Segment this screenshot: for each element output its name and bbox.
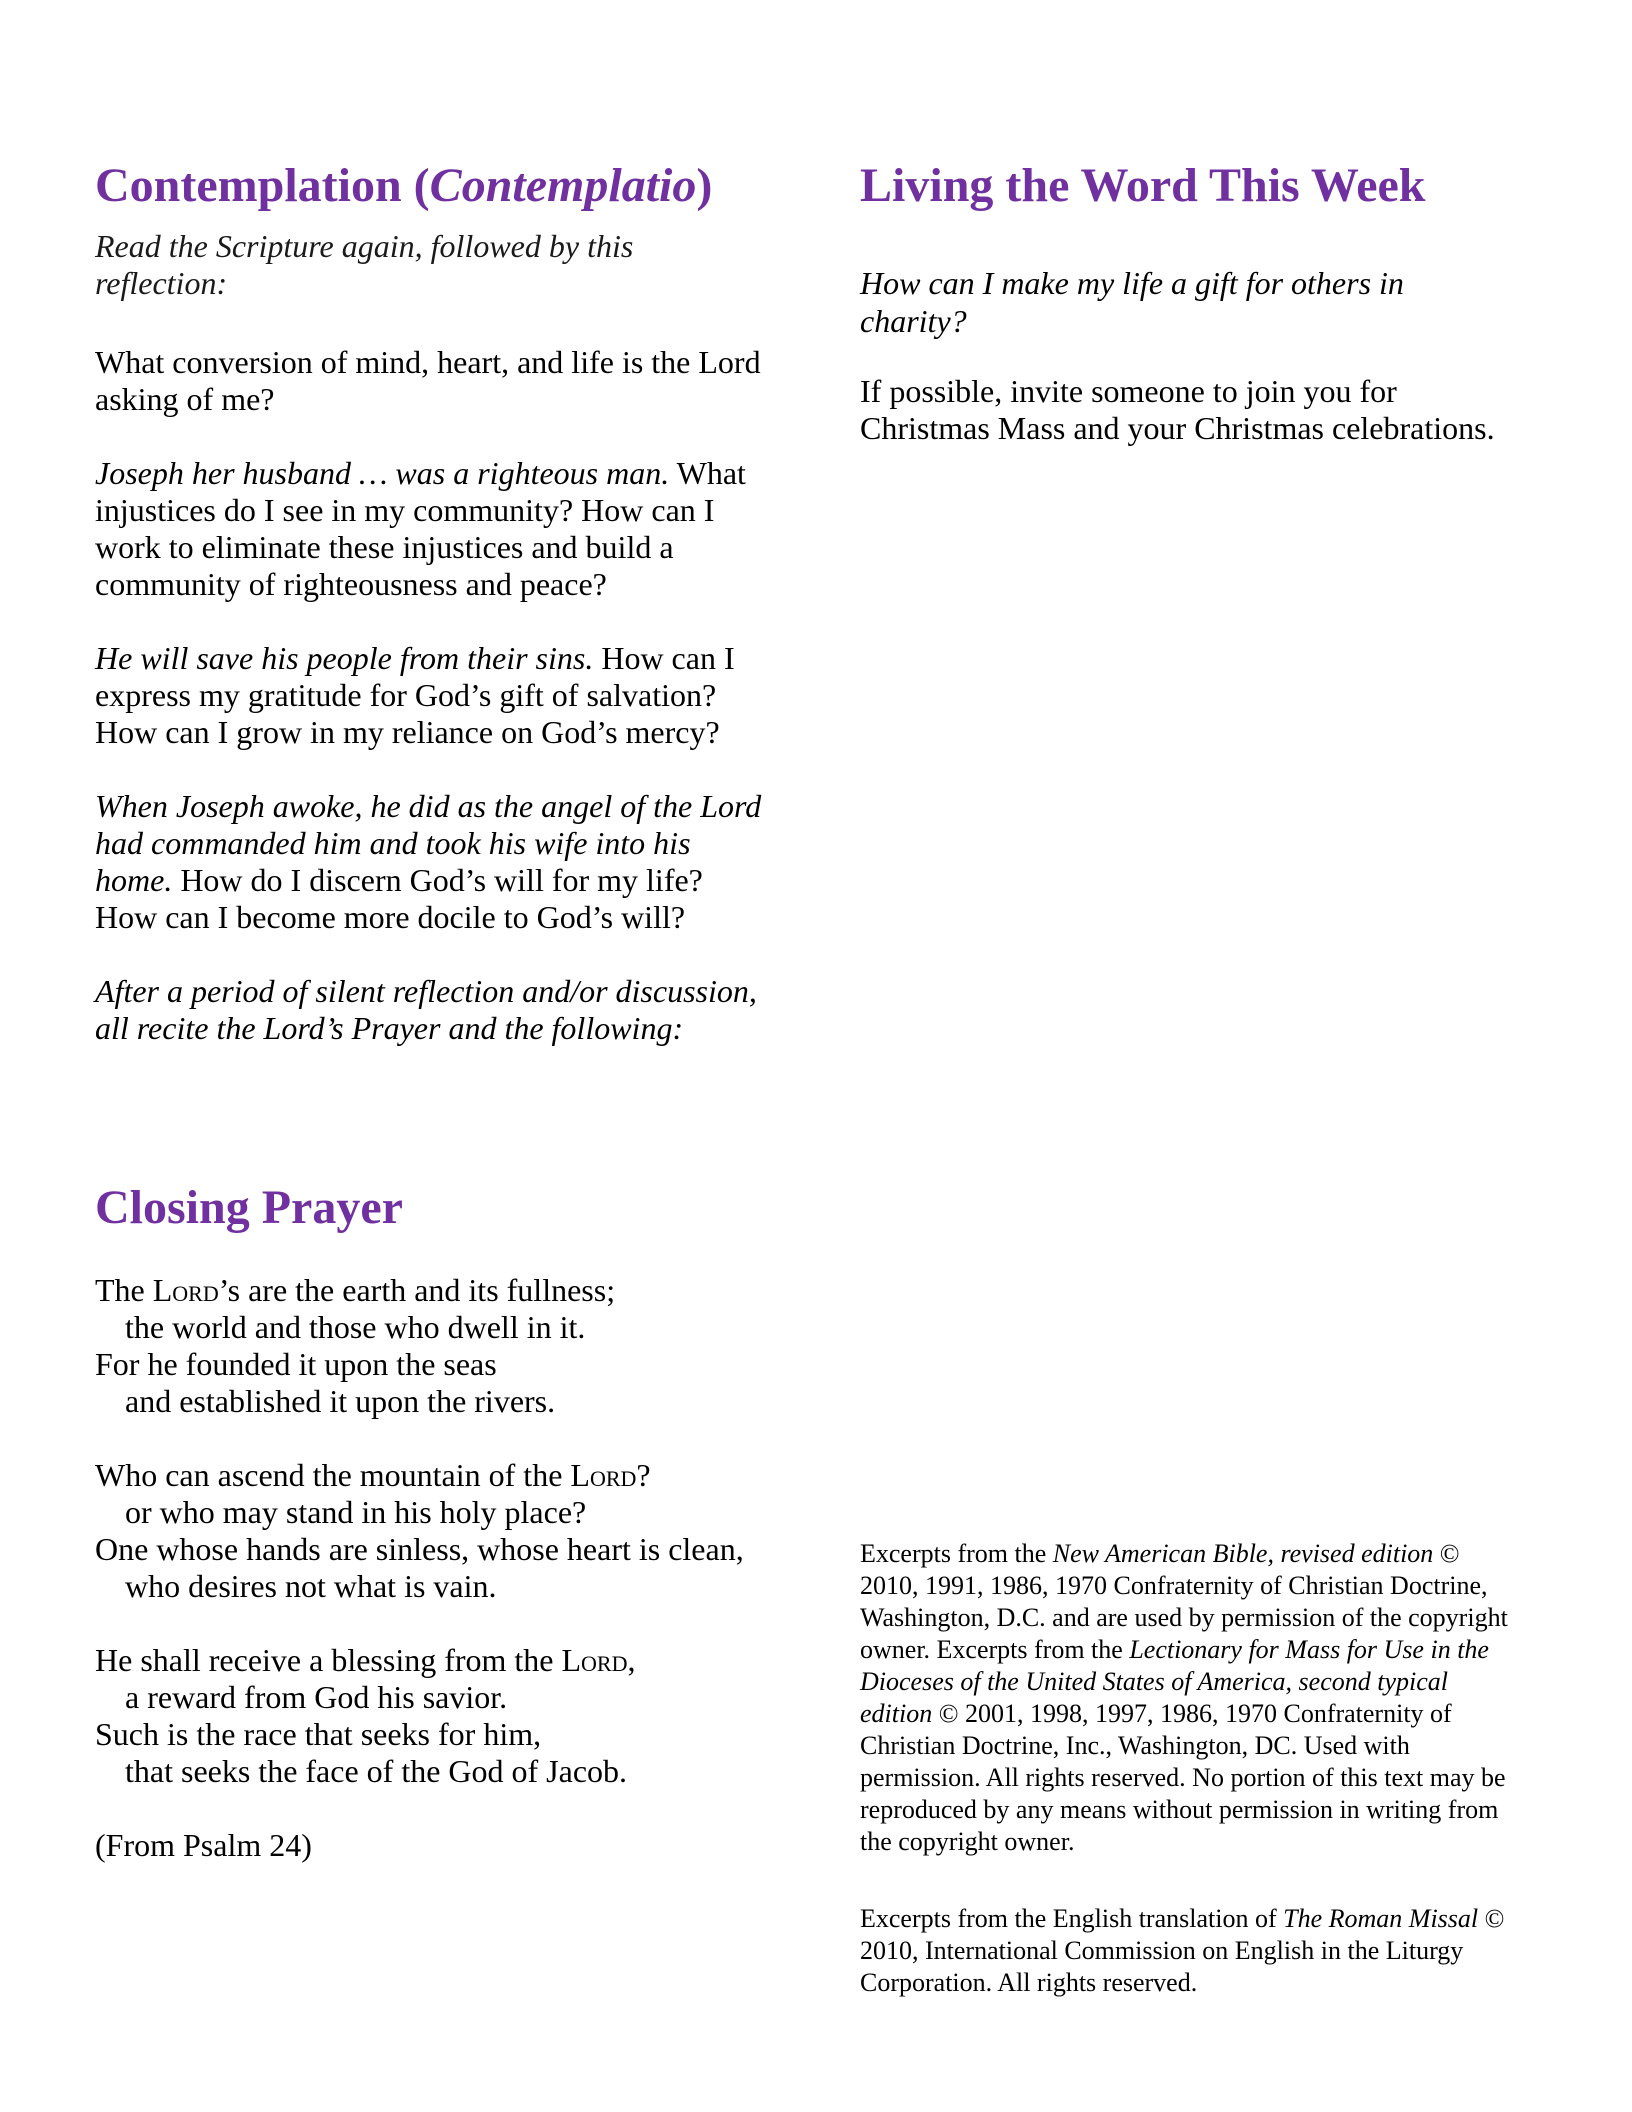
contemplation-heading-post: ) (696, 159, 713, 212)
copyright-text: © 2010, 1991, 1986, 1970 Confraternity of Christian Doctrine, Washington, D.C. and are used by permission of the copyright owner. Excerpts from the (860, 1539, 1508, 1664)
copyright-text: © 2010, International Commission on English in the Liturgy Corporation. All rights reserved. (860, 1904, 1505, 1997)
contemplation-instruction: Read the Scripture again, followed by this reflection: (95, 228, 634, 301)
copyright-text: Excerpts from the English translation of (860, 1904, 1284, 1933)
copyright-book-title: Lectionary for Mass for Use in the Dioceses of the United States of America, second typical edition (860, 1635, 1489, 1728)
psalm-line: that seeks the face of the God of Jacob. (125, 1753, 628, 1789)
lord-smallcaps: Lord (152, 1272, 219, 1308)
psalm-stanza-2 (95, 1457, 767, 1605)
psalm-line: For he founded it upon the seas (95, 1346, 497, 1382)
contemplation-closing-instruction: After a period of silent reflection and/or discussion, all recite the Lord’s Prayer and the following: (95, 973, 757, 1046)
lord-smallcaps: Lord (561, 1642, 628, 1678)
copyright-book-title: New American Bible, revised edition (1052, 1539, 1434, 1568)
psalm-line: or who may stand in his holy place? (125, 1494, 587, 1530)
living-the-word-section (860, 160, 1515, 447)
contemplation-heading-pre: Contemplation ( (95, 159, 430, 212)
copyright-text: Excerpts from the (860, 1539, 1053, 1568)
contemplation-heading (95, 160, 767, 212)
psalm-line (95, 1642, 767, 1679)
scripture-quote: When Joseph awoke, he did as the angel of the Lord had commanded him and took his wife into his home. (95, 788, 762, 898)
reflection-question: How do I discern God’s will for my life? How can I become more docile to God’s will? (95, 862, 703, 935)
copyright-section (860, 1538, 1515, 1999)
psalm-line: a reward from God his savior. (125, 1679, 508, 1715)
psalm-line: and established it upon the rivers. (125, 1383, 556, 1419)
closing-prayer-heading: Closing Prayer (95, 1181, 403, 1234)
psalm-line: One whose hands are sinless, whose heart is clean, (95, 1531, 744, 1567)
scripture-quote: Joseph her husband … was a righteous man. (95, 455, 670, 491)
closing-prayer-section (95, 1182, 767, 1864)
psalm-text: ’s are the earth and its fullness; (218, 1272, 616, 1308)
psalm-line: who desires not what is vain. (125, 1568, 497, 1604)
copyright-book-title: The Roman Missal (1283, 1904, 1479, 1933)
living-the-word-heading: Living the Word This Week (860, 159, 1426, 212)
reflection-question: What injustices do I see in my community? How can I work to eliminate these injustices and build a community of righteousness and peace? (95, 455, 746, 602)
living-the-word-body: If possible, invite someone to join you for Christmas Mass and your Christmas celebrations. (860, 373, 1495, 446)
contemplation-section (95, 160, 767, 1084)
contemplation-paragraph-1: What conversion of mind, heart, and life is the Lord asking of me? (95, 344, 761, 417)
psalm-text: Who can ascend the mountain of the (95, 1457, 571, 1493)
psalm-text: He shall receive a blessing from the (95, 1642, 562, 1678)
psalm-text: The (95, 1272, 153, 1308)
contemplation-paragraph-2 (95, 455, 767, 603)
contemplation-paragraph-3 (95, 640, 767, 751)
psalm-line: the world and those who dwell in it. (125, 1309, 586, 1345)
contemplation-heading-latin: Contemplatio (429, 159, 697, 212)
lord-smallcaps: Lord (570, 1457, 637, 1493)
psalm-text: ? (636, 1457, 651, 1493)
copyright-paragraph-2 (860, 1903, 1515, 1999)
living-the-word-question: How can I make my life a gift for others in charity? (860, 265, 1404, 339)
psalm-source: (From Psalm 24) (95, 1827, 312, 1863)
copyright-paragraph-1 (860, 1538, 1515, 1858)
psalm-text: , (627, 1642, 636, 1678)
psalm-stanza-1 (95, 1272, 767, 1420)
psalm-line: Such is the race that seeks for him, (95, 1716, 542, 1752)
copyright-text: © 2001, 1998, 1997, 1986, 1970 Confraternity of Christian Doctrine, Inc., Washington, DC. Used with permission. All rights reserved. No portion of this text may be reproduced by any means without permission in writing from the copyright owner. (860, 1699, 1506, 1856)
psalm-line (95, 1457, 767, 1494)
scripture-quote: He will save his people from their sins. (95, 640, 594, 676)
contemplation-paragraph-4 (95, 788, 767, 936)
psalm-stanza-3 (95, 1642, 767, 1790)
psalm-line (95, 1272, 767, 1309)
reflection-question: How can I express my gratitude for God’s gift of salvation? How can I grow in my reliance on God’s mercy? (95, 640, 735, 750)
